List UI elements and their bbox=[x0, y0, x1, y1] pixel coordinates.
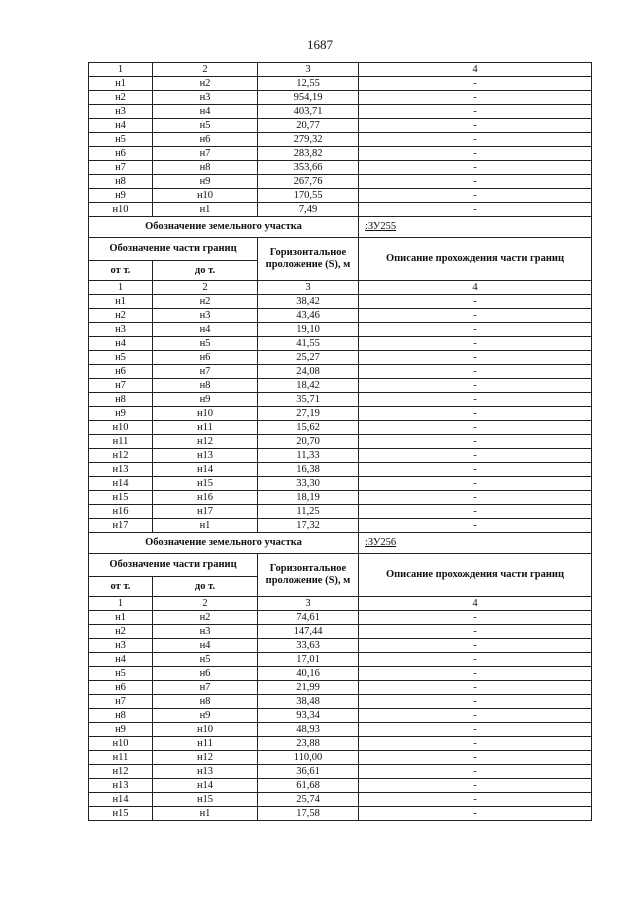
description-value: - bbox=[359, 695, 592, 709]
from-point: н12 bbox=[89, 449, 153, 463]
description-value: - bbox=[359, 77, 592, 91]
length-value: 27,19 bbox=[258, 407, 359, 421]
length-value: 33,30 bbox=[258, 477, 359, 491]
description-value: - bbox=[359, 175, 592, 189]
from-point: н6 bbox=[89, 365, 153, 379]
description-value: - bbox=[359, 709, 592, 723]
table-row bbox=[89, 365, 592, 379]
description-value: - bbox=[359, 133, 592, 147]
to-point: н4 bbox=[153, 639, 258, 653]
description-header: Описание прохождения части границ bbox=[359, 554, 592, 597]
description-value: - bbox=[359, 161, 592, 175]
table-row bbox=[89, 203, 592, 217]
from-point: н17 bbox=[89, 519, 153, 533]
horizontal-length-header: Горизонтальное проложение (S), м bbox=[258, 554, 359, 597]
length-value: 17,01 bbox=[258, 653, 359, 667]
description-value: - bbox=[359, 105, 592, 119]
table-row bbox=[89, 709, 592, 723]
plot-designation-label: Обозначение земельного участка bbox=[89, 533, 359, 554]
from-point: н10 bbox=[89, 737, 153, 751]
description-value: - bbox=[359, 611, 592, 625]
length-value: 110,00 bbox=[258, 751, 359, 765]
to-point: н10 bbox=[153, 189, 258, 203]
table-row bbox=[89, 751, 592, 765]
table-row bbox=[89, 189, 592, 203]
from-point: н11 bbox=[89, 435, 153, 449]
from-point: н7 bbox=[89, 695, 153, 709]
table-row bbox=[89, 449, 592, 463]
length-value: 283,82 bbox=[258, 147, 359, 161]
description-value: - bbox=[359, 309, 592, 323]
to-point: н7 bbox=[153, 681, 258, 695]
description-value: - bbox=[359, 765, 592, 779]
length-value: 15,62 bbox=[258, 421, 359, 435]
column-number: 4 bbox=[359, 63, 592, 77]
description-value: - bbox=[359, 639, 592, 653]
description-value: - bbox=[359, 751, 592, 765]
to-point: н13 bbox=[153, 449, 258, 463]
length-value: 11,33 bbox=[258, 449, 359, 463]
from-point: н3 bbox=[89, 105, 153, 119]
length-value: 12,55 bbox=[258, 77, 359, 91]
table-row bbox=[89, 175, 592, 189]
to-point: н6 bbox=[153, 667, 258, 681]
length-value: 48,93 bbox=[258, 723, 359, 737]
from-point-header: от т. bbox=[89, 577, 153, 597]
length-value: 7,49 bbox=[258, 203, 359, 217]
from-point: н16 bbox=[89, 505, 153, 519]
description-value: - bbox=[359, 351, 592, 365]
table-row bbox=[89, 393, 592, 407]
length-value: 19,10 bbox=[258, 323, 359, 337]
length-value: 279,32 bbox=[258, 133, 359, 147]
from-point: н4 bbox=[89, 119, 153, 133]
from-point: н5 bbox=[89, 133, 153, 147]
horizontal-length-header: Горизонтальное проложение (S), м bbox=[258, 238, 359, 281]
table-row bbox=[89, 295, 592, 309]
table-row bbox=[89, 323, 592, 337]
from-point: н10 bbox=[89, 421, 153, 435]
column-number-row bbox=[89, 597, 592, 611]
description-value: - bbox=[359, 463, 592, 477]
table-row bbox=[89, 625, 592, 639]
to-point: н2 bbox=[153, 611, 258, 625]
length-value: 25,74 bbox=[258, 793, 359, 807]
description-value: - bbox=[359, 793, 592, 807]
to-point: н11 bbox=[153, 737, 258, 751]
table-row bbox=[89, 91, 592, 105]
description-value: - bbox=[359, 393, 592, 407]
length-value: 403,71 bbox=[258, 105, 359, 119]
to-point: н7 bbox=[153, 365, 258, 379]
column-number: 3 bbox=[258, 597, 359, 611]
length-value: 17,32 bbox=[258, 519, 359, 533]
table-row bbox=[89, 161, 592, 175]
to-point: н10 bbox=[153, 407, 258, 421]
table-row bbox=[89, 653, 592, 667]
to-point: н9 bbox=[153, 175, 258, 189]
to-point: н4 bbox=[153, 323, 258, 337]
table-row bbox=[89, 105, 592, 119]
to-point: н15 bbox=[153, 793, 258, 807]
table-row bbox=[89, 133, 592, 147]
description-value: - bbox=[359, 379, 592, 393]
length-value: 18,42 bbox=[258, 379, 359, 393]
column-number: 1 bbox=[89, 63, 153, 77]
plot-title-row bbox=[89, 217, 592, 238]
table-row bbox=[89, 695, 592, 709]
column-number: 3 bbox=[258, 281, 359, 295]
length-value: 43,46 bbox=[258, 309, 359, 323]
table-row bbox=[89, 463, 592, 477]
to-point: н12 bbox=[153, 435, 258, 449]
description-value: - bbox=[359, 189, 592, 203]
table-row bbox=[89, 765, 592, 779]
description-value: - bbox=[359, 737, 592, 751]
to-point: н14 bbox=[153, 463, 258, 477]
length-value: 36,61 bbox=[258, 765, 359, 779]
length-value: 41,55 bbox=[258, 337, 359, 351]
length-value: 267,76 bbox=[258, 175, 359, 189]
description-value: - bbox=[359, 807, 592, 821]
from-point: н3 bbox=[89, 639, 153, 653]
from-point: н3 bbox=[89, 323, 153, 337]
from-point: н5 bbox=[89, 667, 153, 681]
table-row bbox=[89, 407, 592, 421]
table-row bbox=[89, 667, 592, 681]
table-row bbox=[89, 77, 592, 91]
to-point: н16 bbox=[153, 491, 258, 505]
table-row bbox=[89, 519, 592, 533]
column-number: 1 bbox=[89, 597, 153, 611]
from-point: н8 bbox=[89, 175, 153, 189]
length-value: 954,19 bbox=[258, 91, 359, 105]
table-row bbox=[89, 639, 592, 653]
from-point: н4 bbox=[89, 653, 153, 667]
from-point: н1 bbox=[89, 611, 153, 625]
column-number: 2 bbox=[153, 597, 258, 611]
column-number: 2 bbox=[153, 63, 258, 77]
length-value: 20,77 bbox=[258, 119, 359, 133]
column-number: 4 bbox=[359, 281, 592, 295]
length-value: 170,55 bbox=[258, 189, 359, 203]
description-value: - bbox=[359, 407, 592, 421]
description-value: - bbox=[359, 667, 592, 681]
to-point: н1 bbox=[153, 519, 258, 533]
to-point: н8 bbox=[153, 695, 258, 709]
description-value: - bbox=[359, 477, 592, 491]
length-value: 38,48 bbox=[258, 695, 359, 709]
from-point: н10 bbox=[89, 203, 153, 217]
table-row bbox=[89, 119, 592, 133]
table-row bbox=[89, 147, 592, 161]
column-number: 3 bbox=[258, 63, 359, 77]
plot-designation-label: Обозначение земельного участка bbox=[89, 217, 359, 238]
from-point: н2 bbox=[89, 309, 153, 323]
table-row bbox=[89, 807, 592, 821]
description-value: - bbox=[359, 295, 592, 309]
to-point: н8 bbox=[153, 379, 258, 393]
from-point: н7 bbox=[89, 161, 153, 175]
description-value: - bbox=[359, 203, 592, 217]
to-point: н9 bbox=[153, 393, 258, 407]
from-point: н1 bbox=[89, 77, 153, 91]
table-row bbox=[89, 351, 592, 365]
length-value: 38,42 bbox=[258, 295, 359, 309]
from-point: н7 bbox=[89, 379, 153, 393]
table-row bbox=[89, 779, 592, 793]
from-point: н9 bbox=[89, 407, 153, 421]
length-value: 24,08 bbox=[258, 365, 359, 379]
length-value: 33,63 bbox=[258, 639, 359, 653]
to-point: н3 bbox=[153, 625, 258, 639]
boundary-table bbox=[88, 62, 592, 821]
column-number-row bbox=[89, 63, 592, 77]
description-value: - bbox=[359, 779, 592, 793]
length-value: 61,68 bbox=[258, 779, 359, 793]
to-point: н12 bbox=[153, 751, 258, 765]
to-point-header: до т. bbox=[153, 261, 258, 281]
header-row bbox=[89, 554, 592, 577]
table-row bbox=[89, 611, 592, 625]
plot-title-row bbox=[89, 533, 592, 554]
from-point: н6 bbox=[89, 681, 153, 695]
to-point: н5 bbox=[153, 653, 258, 667]
table-row bbox=[89, 737, 592, 751]
column-number-row bbox=[89, 281, 592, 295]
from-point: н2 bbox=[89, 91, 153, 105]
to-point: н3 bbox=[153, 91, 258, 105]
table-row bbox=[89, 723, 592, 737]
to-point: н1 bbox=[153, 203, 258, 217]
description-value: - bbox=[359, 91, 592, 105]
table-row bbox=[89, 491, 592, 505]
to-point: н11 bbox=[153, 421, 258, 435]
boundary-part-header: Обозначение части границ bbox=[89, 554, 258, 577]
description-value: - bbox=[359, 435, 592, 449]
length-value: 40,16 bbox=[258, 667, 359, 681]
description-value: - bbox=[359, 491, 592, 505]
to-point: н4 bbox=[153, 105, 258, 119]
description-value: - bbox=[359, 653, 592, 667]
length-value: 147,44 bbox=[258, 625, 359, 639]
description-value: - bbox=[359, 681, 592, 695]
to-point: н1 bbox=[153, 807, 258, 821]
table-row bbox=[89, 793, 592, 807]
to-point: н2 bbox=[153, 77, 258, 91]
boundary-part-header: Обозначение части границ bbox=[89, 238, 258, 261]
column-number: 2 bbox=[153, 281, 258, 295]
from-point: н15 bbox=[89, 807, 153, 821]
to-point: н5 bbox=[153, 337, 258, 351]
table-row bbox=[89, 337, 592, 351]
from-point: н4 bbox=[89, 337, 153, 351]
length-value: 17,58 bbox=[258, 807, 359, 821]
description-value: - bbox=[359, 519, 592, 533]
length-value: 21,99 bbox=[258, 681, 359, 695]
from-point: н13 bbox=[89, 463, 153, 477]
length-value: 93,34 bbox=[258, 709, 359, 723]
description-value: - bbox=[359, 625, 592, 639]
from-point: н11 bbox=[89, 751, 153, 765]
to-point: н10 bbox=[153, 723, 258, 737]
plot-code: :ЗУ256 bbox=[359, 533, 592, 554]
from-point: н9 bbox=[89, 189, 153, 203]
table-row bbox=[89, 477, 592, 491]
to-point: н9 bbox=[153, 709, 258, 723]
from-point: н15 bbox=[89, 491, 153, 505]
table-row bbox=[89, 681, 592, 695]
description-value: - bbox=[359, 323, 592, 337]
to-point: н6 bbox=[153, 351, 258, 365]
length-value: 11,25 bbox=[258, 505, 359, 519]
from-point: н14 bbox=[89, 793, 153, 807]
to-point: н3 bbox=[153, 309, 258, 323]
from-point: н12 bbox=[89, 765, 153, 779]
table-row bbox=[89, 421, 592, 435]
to-point-header: до т. bbox=[153, 577, 258, 597]
from-point: н2 bbox=[89, 625, 153, 639]
from-point: н8 bbox=[89, 709, 153, 723]
description-value: - bbox=[359, 147, 592, 161]
to-point: н6 bbox=[153, 133, 258, 147]
table-row bbox=[89, 505, 592, 519]
description-header: Описание прохождения части границ bbox=[359, 238, 592, 281]
to-point: н2 bbox=[153, 295, 258, 309]
from-point: н8 bbox=[89, 393, 153, 407]
length-value: 16,38 bbox=[258, 463, 359, 477]
to-point: н5 bbox=[153, 119, 258, 133]
length-value: 25,27 bbox=[258, 351, 359, 365]
from-point: н5 bbox=[89, 351, 153, 365]
length-value: 23,88 bbox=[258, 737, 359, 751]
from-point: н6 bbox=[89, 147, 153, 161]
from-point: н1 bbox=[89, 295, 153, 309]
to-point: н7 bbox=[153, 147, 258, 161]
to-point: н8 bbox=[153, 161, 258, 175]
plot-code: :ЗУ255 bbox=[359, 217, 592, 238]
description-value: - bbox=[359, 505, 592, 519]
length-value: 20,70 bbox=[258, 435, 359, 449]
description-value: - bbox=[359, 365, 592, 379]
to-point: н13 bbox=[153, 765, 258, 779]
description-value: - bbox=[359, 119, 592, 133]
from-point: н9 bbox=[89, 723, 153, 737]
to-point: н15 bbox=[153, 477, 258, 491]
length-value: 74,61 bbox=[258, 611, 359, 625]
table-row bbox=[89, 309, 592, 323]
column-number: 1 bbox=[89, 281, 153, 295]
page-number: 1687 bbox=[307, 37, 333, 52]
length-value: 18,19 bbox=[258, 491, 359, 505]
from-point: н13 bbox=[89, 779, 153, 793]
description-value: - bbox=[359, 723, 592, 737]
from-point-header: от т. bbox=[89, 261, 153, 281]
header-row bbox=[89, 238, 592, 261]
table-row bbox=[89, 435, 592, 449]
to-point: н14 bbox=[153, 779, 258, 793]
description-value: - bbox=[359, 337, 592, 351]
column-number: 4 bbox=[359, 597, 592, 611]
to-point: н17 bbox=[153, 505, 258, 519]
from-point: н14 bbox=[89, 477, 153, 491]
table-row bbox=[89, 379, 592, 393]
description-value: - bbox=[359, 421, 592, 435]
description-value: - bbox=[359, 449, 592, 463]
length-value: 353,66 bbox=[258, 161, 359, 175]
length-value: 35,71 bbox=[258, 393, 359, 407]
